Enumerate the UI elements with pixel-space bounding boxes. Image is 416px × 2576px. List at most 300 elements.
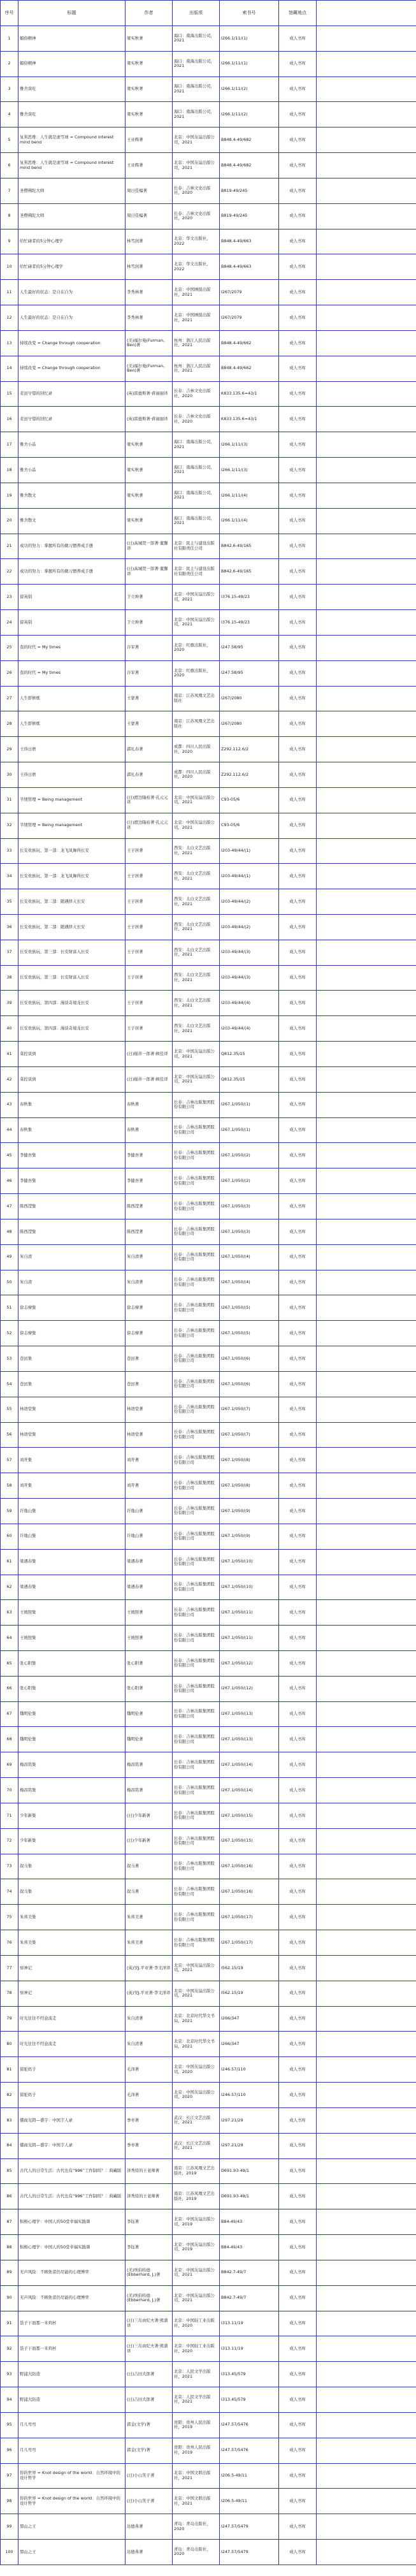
cell-call-number: I206.5-49/11 [220,2463,279,2489]
cell-seq: 8 [1,203,18,229]
cell-seq: 88 [1,2235,18,2260]
cell-author: 王子居著 [126,965,173,991]
cell-blank [317,2184,416,2209]
cell-call-number: I206.5-49/11 [220,2489,279,2514]
cell-location: 成人书库 [279,330,317,356]
cell-blank [317,965,416,991]
cell-seq: 76 [1,1930,18,1956]
cell-call-number: I267.1/050/(11) [220,1600,279,1626]
cell-author: (日)小山笑子著 [126,2489,173,2514]
cell-publisher: 长春：吉林出版集团股份有限公司 [173,1117,220,1143]
table-row [1,2209,416,2235]
cell-publisher: 长春：吉林出版集团股份有限公司 [173,1499,220,1524]
cell-location: 成人书库 [279,127,317,153]
table-row [1,2235,416,2260]
cell-location: 成人书库 [279,635,317,660]
cell-blank [317,660,416,686]
cell-location: 成人书库 [279,407,317,432]
table-row [1,1016,416,1042]
cell-author: 李钰著 [126,2235,173,2260]
table-row [1,1955,416,1981]
cell-author: 梁实秋著 [126,432,173,458]
cell-seq: 85 [1,2158,18,2184]
cell-call-number: I562.15/19 [220,1981,279,2006]
cell-location: 成人书库 [279,2158,317,2184]
cell-blank [317,1422,416,1448]
table-row [1,787,416,813]
cell-title: 圣僧佛陀大师 [18,178,126,203]
cell-seq: 41 [1,1042,18,1067]
cell-call-number: I267.1/050/(4) [220,1270,279,1295]
cell-author: (日)三岛由纪夫著·熊蒲译 [126,2311,173,2336]
cell-call-number: I267.1/050/(12) [220,1651,279,1677]
cell-call-number: I267.1/050/(17) [220,1905,279,1930]
cell-call-number: I203-49/44/(1) [220,838,279,864]
cell-location: 成人书库 [279,813,317,838]
cell-blank [317,1981,416,2006]
cell-title: 朱自清 [18,1244,126,1270]
table-row [1,660,416,686]
cell-seq: 87 [1,2209,18,2235]
table-row [1,2336,416,2362]
cell-publisher: 长春：吉林出版集团股份有限公司 [173,1143,220,1168]
cell-author: (日)高城贺一郎著·董馨译 [126,559,173,585]
cell-author: (日)三岛由纪夫著·熊蒲译 [126,2336,173,2362]
table-row [1,1371,416,1397]
cell-location: 成人书库 [279,965,317,991]
cell-blank [317,280,416,305]
cell-seq: 68 [1,1727,18,1752]
cell-title: 雅舍散文 [18,483,126,508]
cell-location: 成人书库 [279,1066,317,1092]
cell-publisher: 北京：中国画报出版社，2021 [173,305,220,331]
cell-location: 成人书库 [279,585,317,610]
table-row [1,2158,416,2184]
table-row [1,1117,416,1143]
cell-location: 成人书库 [279,1626,317,1651]
cell-location: 成人书库 [279,76,317,102]
cell-blank [317,1600,416,1626]
cell-seq: 27 [1,686,18,711]
cell-blank [317,838,416,864]
cell-location: 成人书库 [279,610,317,636]
cell-author: (美)福尔曼(Furman, Ben)著 [126,356,173,381]
table-row [1,813,416,838]
cell-publisher: 北京：中国友谊出版公司，2021 [173,813,220,838]
cell-author: 郭金(文学)著 [126,2438,173,2463]
cell-author: 毛泽著 [126,2083,173,2108]
cell-author: 梁实秋著 [126,102,173,127]
cell-seq: 65 [1,1651,18,1677]
cell-location: 成人书库 [279,2184,317,2209]
cell-blank [317,203,416,229]
cell-publisher: 长春：吉林出版集团股份有限公司 [173,1803,220,1828]
cell-blank [317,76,416,102]
cell-blank [317,178,416,203]
cell-blank [317,1321,416,1346]
cell-blank [317,2514,416,2540]
cell-publisher: 青岛：青岛出版社，2020 [173,2514,220,2540]
cell-publisher: 长春：吉林出版集团股份有限公司 [173,1905,220,1930]
cell-call-number: Z292.112.6/2 [220,737,279,762]
cell-seq: 69 [1,1752,18,1778]
cell-author: 春秋著 [126,1092,173,1117]
cell-call-number: I266/347 [220,2006,279,2032]
table-row [1,1803,416,1828]
cell-title: 成功的努力：掌握所有的微习惯养成手册 [18,559,126,585]
cell-call-number: I267.1/050/(11) [220,1626,279,1651]
cell-publisher: 北京：中国轻工业出版社，2020 [173,2311,220,2336]
cell-location: 成人书库 [279,534,317,559]
cell-author: 许地山著 [126,1499,173,1524]
cell-seq: 24 [1,610,18,636]
cell-location: 成人书库 [279,2209,317,2235]
cell-location: 成人书库 [279,1042,317,1067]
cell-location: 成人书库 [279,559,317,585]
cell-call-number: B848.4-49/662 [220,356,279,381]
cell-title: 那山之王 [18,2514,126,2540]
cell-author: 林雪润著 [126,229,173,254]
cell-title: 月儿弯弯 [18,2412,126,2438]
cell-publisher: 长春：吉林出版集团股份有限公司 [173,1194,220,1219]
cell-title: 梅昌铭集 [18,1752,126,1778]
cell-seq: 17 [1,432,18,458]
cell-location: 成人书库 [279,2133,317,2158]
cell-publisher: 海口：南海出版公司，2021 [173,102,220,127]
cell-location: 成人书库 [279,2489,317,2514]
cell-blank [317,26,416,52]
cell-call-number: I267.1/050/(13) [220,1727,279,1752]
cell-publisher: 长春：吉林文史出版社，2020 [173,407,220,432]
cell-title: 少年新集 [18,1803,126,1828]
cell-publisher: 北京：人民文学出版社，2021 [173,2362,220,2387]
cell-author: 梁实秋著 [126,508,173,534]
cell-seq: 57 [1,1448,18,1473]
cell-call-number: I203-49/44/(2) [220,914,279,940]
cell-title: 李健吾集 [18,1168,126,1194]
header-publisher: 出版项 [173,1,220,26]
cell-title: 魏明伦集 [18,1727,126,1752]
cell-call-number: I203-49/44/(3) [220,965,279,991]
cell-author: (日)吉田大郎著 [126,2362,173,2387]
cell-location: 成人书库 [279,1930,317,1956]
cell-seq: 36 [1,914,18,940]
cell-publisher: 北京：中国友谊出版公司，2019 [173,2235,220,2260]
cell-location: 成人书库 [279,940,317,965]
table-row [1,838,416,864]
cell-location: 成人书库 [279,1905,317,1930]
cell-location: 成人书库 [279,914,317,940]
cell-author: 叙马著 [126,1879,173,1905]
table-row [1,1321,416,1346]
cell-author: 于立坤著 [126,610,173,636]
cell-publisher: 西安：太白文艺出版社，2021 [173,914,220,940]
cell-seq: 42 [1,1066,18,1092]
cell-location: 成人书库 [279,1981,317,2006]
cell-blank [317,2387,416,2413]
cell-author: 季枣著 [126,2133,173,2158]
cell-location: 成人书库 [279,1778,317,1803]
cell-publisher: 长春：吉林文史出版社，2020 [173,178,220,203]
cell-seq: 29 [1,737,18,762]
cell-title: 人生最好的状态：是自在自为 [18,305,126,331]
cell-author: (美)埃伯哈德(Ebberhard, J.)著 [126,2260,173,2285]
cell-blank [317,2260,416,2285]
cell-blank [317,864,416,889]
cell-seq: 3 [1,76,18,102]
cell-publisher: 长春：吉林出版集团股份有限公司 [173,1397,220,1422]
cell-blank [317,432,416,458]
cell-author: 梅昌铭著 [126,1752,173,1778]
cell-call-number: I266.1/11/(3) [220,432,279,458]
cell-publisher: 杭州：浙江人民出版社，2021 [173,330,220,356]
cell-location: 成人书库 [279,1701,317,1727]
cell-call-number: B848.4-49/663 [220,229,279,254]
cell-seq: 93 [1,2362,18,2387]
cell-title: 持续改变 = Change through cooperation [18,356,126,381]
cell-blank [317,711,416,737]
cell-author: 许地山著 [126,1524,173,1549]
table-row [1,2412,416,2438]
cell-title: 张心阳集 [18,1651,126,1677]
cell-blank [317,1066,416,1092]
cell-call-number: I247.58/95 [220,635,279,660]
cell-location: 成人书库 [279,2362,317,2387]
cell-author: 周日佳编著 [126,203,173,229]
cell-seq: 34 [1,864,18,889]
cell-call-number: I203-49/44/(4) [220,1016,279,1042]
cell-publisher: 长春：吉林出版集团股份有限公司 [173,1270,220,1295]
cell-call-number: B848.4-49/662 [220,330,279,356]
cell-seq: 84 [1,2133,18,2158]
cell-call-number: I267.1/050/(17) [220,1930,279,1956]
cell-blank [317,1499,416,1524]
cell-publisher: 北京：红旗出版社，2020 [173,660,220,686]
cell-title: 留英别 [18,610,126,636]
cell-title: 野浦大防造 [18,2387,126,2413]
cell-publisher: 西安：太白文艺出版社，2021 [173,991,220,1016]
cell-blank [317,2438,416,2463]
cell-location: 成人书库 [279,305,317,331]
cell-publisher: 长春：吉林出版集团股份有限公司 [173,1676,220,1701]
cell-blank [317,1524,416,1549]
cell-location: 成人书库 [279,1575,317,1600]
cell-location: 成人书库 [279,1016,317,1042]
cell-publisher: 海口：南海出版公司，2021 [173,508,220,534]
cell-call-number: I267.1/050/(6) [220,1346,279,1372]
cell-blank [317,1626,416,1651]
cell-title: 麦田守望的回忆录 [18,407,126,432]
cell-location: 成人书库 [279,991,317,1016]
cell-seq: 95 [1,2412,18,2438]
cell-author: 王子居著 [126,838,173,864]
cell-call-number: I297.21/29 [220,2133,279,2158]
cell-seq: 12 [1,305,18,331]
cell-location: 成人书库 [279,229,317,254]
cell-title: 朱喜美集 [18,1905,126,1930]
cell-blank [317,330,416,356]
cell-call-number: I267.1/050/(6) [220,1371,279,1397]
cell-title: 苍田集 [18,1371,126,1397]
cell-seq: 73 [1,1854,18,1879]
cell-seq: 64 [1,1626,18,1651]
cell-call-number: I313.45/579 [220,2387,279,2413]
cell-blank [317,51,416,76]
cell-author: 朱自清著 [126,1270,173,1295]
cell-seq: 86 [1,2184,18,2209]
cell-blank [317,1117,416,1143]
cell-title: 懂商光阴—盛宇：中国芋人录 [18,2133,126,2158]
cell-blank [317,1676,416,1701]
cell-publisher: 西安：太白文艺出版社，2021 [173,889,220,915]
table-row [1,330,416,356]
cell-location: 成人书库 [279,1676,317,1701]
cell-location: 成人书库 [279,1524,317,1549]
cell-seq: 53 [1,1346,18,1372]
table-row [1,407,416,432]
table-row [1,1828,416,1854]
cell-title: 春秋集 [18,1092,126,1117]
cell-location: 成人书库 [279,1879,317,1905]
cell-title: 野浦大防造 [18,2362,126,2387]
cell-seq: 67 [1,1701,18,1727]
cell-seq: 72 [1,1828,18,1854]
cell-seq: 33 [1,838,18,864]
cell-author: 李秀林著 [126,280,173,305]
cell-seq: 56 [1,1422,18,1448]
header-author: 作者 [126,1,173,26]
cell-seq: 63 [1,1600,18,1626]
cell-publisher: 西安：太白文艺出版社，2021 [173,864,220,889]
table-row [1,635,416,660]
cell-title: 刘开集 [18,1448,126,1473]
cell-seq: 52 [1,1321,18,1346]
table-row [1,686,416,711]
cell-blank [317,1244,416,1270]
cell-call-number: I203-49/44/(1) [220,864,279,889]
cell-seq: 51 [1,1295,18,1321]
table-row [1,1549,416,1575]
cell-title: 许地山集 [18,1499,126,1524]
cell-call-number: I203-49/44/(4) [220,991,279,1016]
table-row [1,1676,416,1701]
cell-call-number: D691.93-49/1 [220,2158,279,2184]
cell-title: 给忙碌者的5分钟心理学 [18,229,126,254]
cell-seq: 10 [1,254,18,280]
cell-title: 无声风险：不顾他者仍尽能的心理博弈 [18,2285,126,2311]
cell-title: 察神记 [18,1981,126,2006]
table-row [1,356,416,381]
cell-location: 成人书库 [279,203,317,229]
cell-seq: 4 [1,102,18,127]
cell-location: 成人书库 [279,1168,317,1194]
cell-author: 郭礼春著 [126,762,173,788]
cell-publisher: 北京：中国友谊出版公司，2020 [173,2057,220,2083]
cell-call-number: B842.7-49/7 [220,2285,279,2311]
cell-blank [317,2412,416,2438]
cell-call-number: B848.4-49/682 [220,127,279,153]
cell-location: 成人书库 [279,1219,317,1244]
cell-blank [317,1092,416,1117]
table-row [1,991,416,1016]
cell-call-number: I267.1/050/(2) [220,1168,279,1194]
table-row [1,610,416,636]
table-row [1,1270,416,1295]
cell-location: 成人书库 [279,1803,317,1828]
cell-title: 时光往往不经意流走 [18,2032,126,2057]
cell-seq: 23 [1,585,18,610]
cell-blank [317,2362,416,2387]
cell-call-number: I267.1/050/(10) [220,1549,279,1575]
cell-blank [317,508,416,534]
cell-location: 成人书库 [279,483,317,508]
cell-location: 成人书库 [279,432,317,458]
table-row [1,1626,416,1651]
cell-publisher: 武汉：长江文艺出版社，2021 [173,2133,220,2158]
cell-blank [317,813,416,838]
cell-author: 梁实秋著 [126,483,173,508]
cell-title: 时光往往不经意流走 [18,2006,126,2032]
cell-publisher: 长春：吉林文史出版社，2020 [173,203,220,229]
table-row [1,1575,416,1600]
cell-publisher: 长春：吉林出版集团股份有限公司 [173,1626,220,1651]
cell-location: 成人书库 [279,889,317,915]
cell-blank [317,1854,416,1879]
table-row [1,559,416,585]
cell-publisher: 长春：吉林出版集团股份有限公司 [173,1879,220,1905]
cell-seq: 43 [1,1092,18,1117]
cell-call-number: I247.58/95 [220,660,279,686]
cell-author: 郭金(文学)著 [126,2412,173,2438]
cell-call-number: I267.1/050/(15) [220,1803,279,1828]
cell-publisher: 北京：中国友谊出版公司，2021 [173,153,220,178]
table-row [1,1701,416,1727]
table-row [1,1042,416,1067]
cell-publisher: 海口：南海出版公司，2021 [173,76,220,102]
cell-title: 无声风险：不顾他者仍尽能的心理博弈 [18,2260,126,2285]
cell-location: 成人书库 [279,2006,317,2032]
cell-seq: 98 [1,2489,18,2514]
cell-seq: 20 [1,508,18,534]
cell-location: 成人书库 [279,2539,317,2565]
cell-seq: 50 [1,1270,18,1295]
cell-publisher: 成都：四川人民出版社，2020 [173,737,220,762]
cell-seq: 71 [1,1803,18,1828]
cell-publisher: 长春：吉林出版集团股份有限公司 [173,1219,220,1244]
cell-author: 王子居著 [126,864,173,889]
cell-blank [317,229,416,254]
cell-call-number: I267.1/050/(13) [220,1701,279,1727]
cell-location: 成人书库 [279,458,317,483]
cell-author: 毛泽著 [126,2057,173,2083]
table-row [1,1752,416,1778]
cell-publisher: 长春：吉林出版集团股份有限公司 [173,1092,220,1117]
cell-location: 成人书库 [279,2412,317,2438]
table-row [1,1879,416,1905]
cell-author: 张心阳著 [126,1676,173,1701]
cell-seq: 89 [1,2260,18,2285]
cell-seq: 14 [1,356,18,381]
table-row [1,711,416,737]
cell-location: 成人书库 [279,2107,317,2133]
cell-author: 王统照著 [126,1626,173,1651]
cell-author: (日)小山笑子著 [126,2463,173,2489]
cell-blank [317,559,416,585]
cell-title: 袋子下面那一米鸡杯 [18,2311,126,2336]
cell-seq: 21 [1,534,18,559]
cell-title: 春秋集 [18,1117,126,1143]
cell-title: 少年新集 [18,1828,126,1854]
